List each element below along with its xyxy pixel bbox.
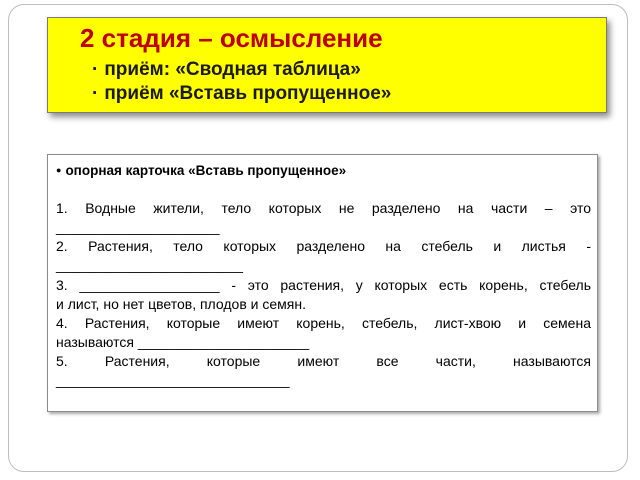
- card-item-line: 2. Растения, тело которых разделено на стебель и листья -: [56, 238, 591, 254]
- title-bullet-text: приём: «Сводная таблица»: [104, 59, 361, 80]
- card-heading: [56, 163, 346, 178]
- card-item-line: и лист, но нет цветов, плодов и семян.: [56, 295, 306, 312]
- card-item-4: [56, 314, 591, 351]
- card-item-line: называются ______________________: [56, 333, 310, 350]
- card-item-3: [56, 276, 591, 313]
- card-item-line: 4. Растения, которые имеют корень, стебель, лист-хвою и семена: [56, 315, 591, 331]
- title-bullet-fill-in: [92, 83, 391, 105]
- bullet-dot-icon: ·: [92, 83, 99, 104]
- title-bullet-summary-table: [92, 59, 361, 81]
- card-item-line: 1. Водные жители, тело которых не разделено на части – это: [56, 200, 591, 216]
- card-item-blank: 3. __________________: [56, 277, 220, 293]
- card-item-blank: ________________________: [56, 256, 243, 273]
- bullet-dot-icon: ·: [92, 59, 99, 80]
- title-bullet-text: приём «Вставь пропущенное»: [104, 83, 392, 104]
- card-item-line: 5. Растения, которые имеют все части, называются: [56, 353, 591, 369]
- card-item-text: - это растения, у которых есть корень, стебель: [219, 277, 591, 293]
- card-item-2: [56, 237, 591, 274]
- card-item-5: [56, 352, 591, 389]
- card-heading-text: опорная карточка «Вставь пропущенное»: [65, 163, 347, 178]
- card-item-blank: ______________________________: [56, 371, 290, 388]
- slide-title: 2 стадия – осмысление: [80, 23, 383, 53]
- card-item-line: [56, 276, 591, 295]
- card-item-1: [56, 199, 591, 236]
- card-item-blank: _____________________: [56, 218, 220, 235]
- bullet-dot-icon: ●: [56, 165, 62, 175]
